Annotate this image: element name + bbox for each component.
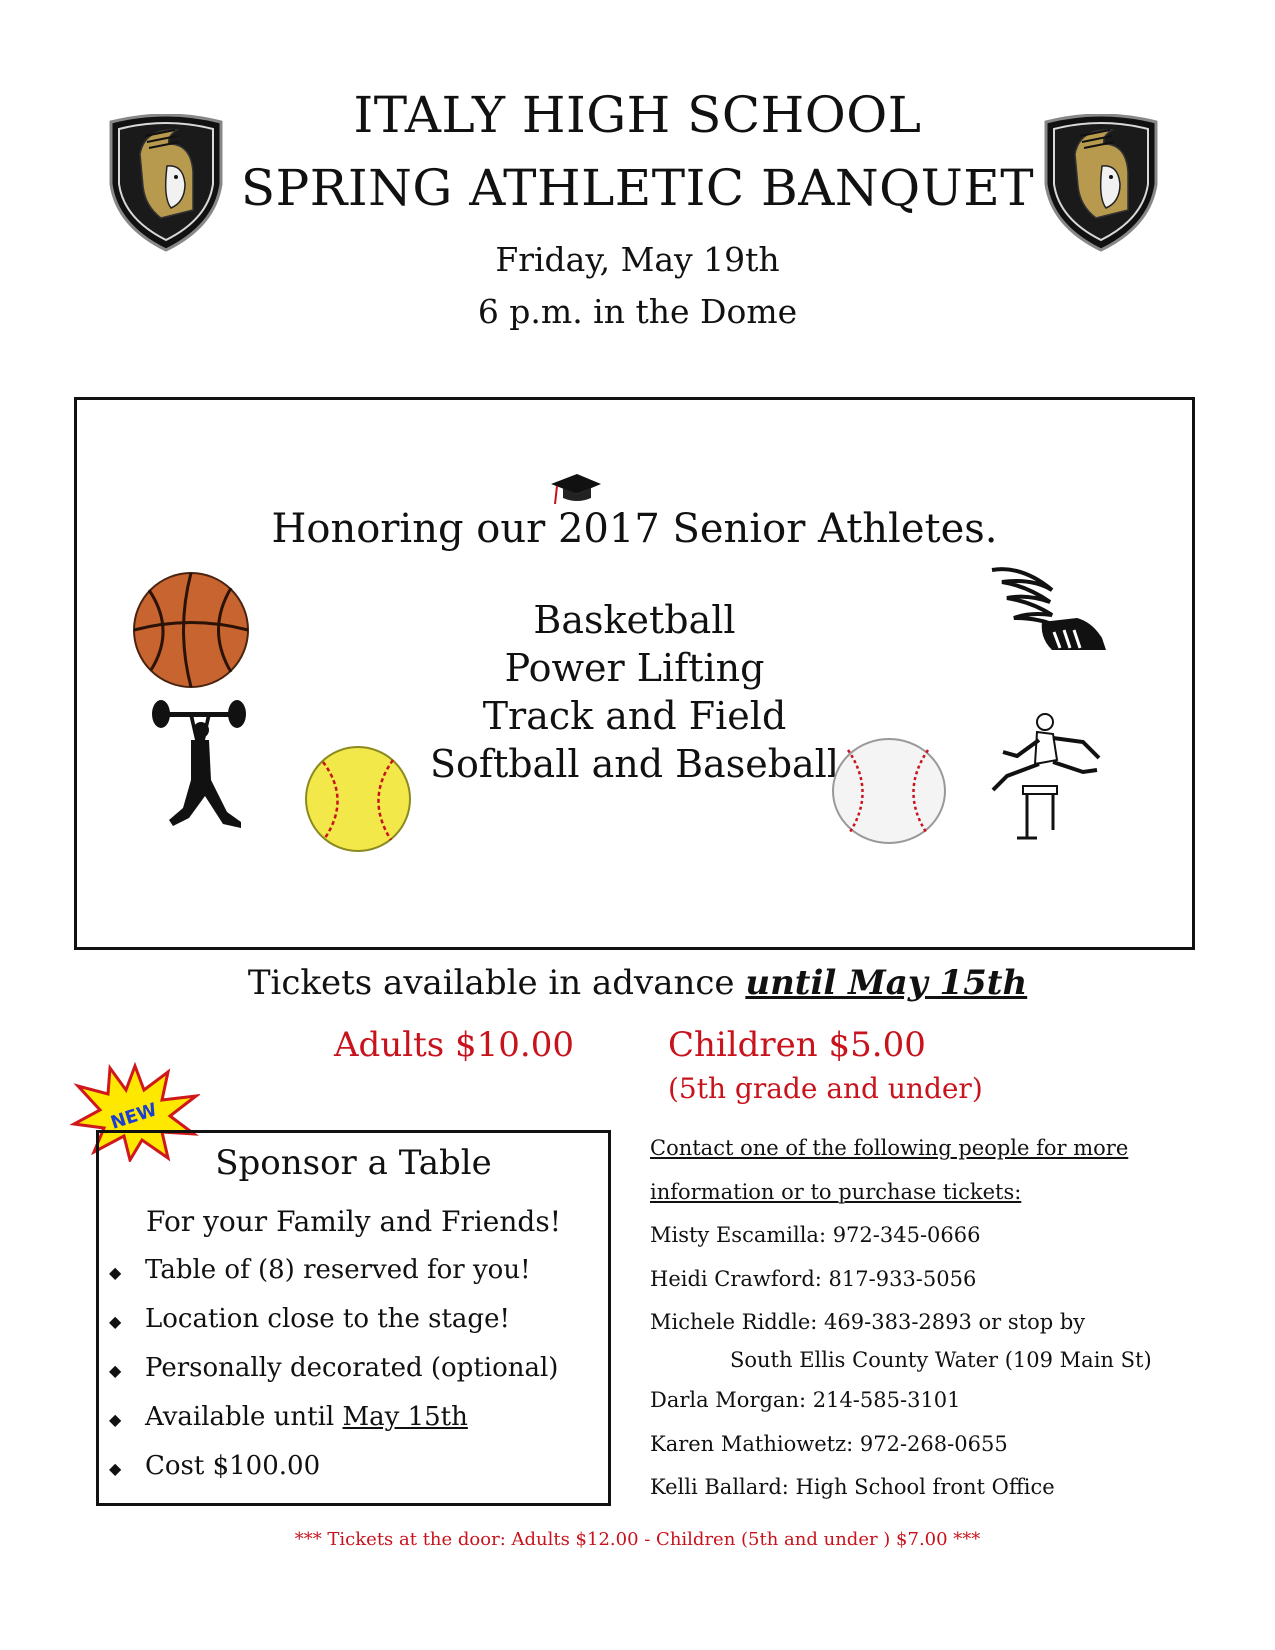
- sport-item: Softball and Baseball: [429, 742, 839, 786]
- title-line-1: ITALY HIGH SCHOOL: [353, 86, 922, 144]
- contact-address: South Ellis County Water (109 Main St): [730, 1348, 1152, 1372]
- contact-person: Darla Morgan: 214-585-3101: [650, 1388, 961, 1412]
- sport-item: Track and Field: [482, 694, 787, 738]
- title-line-2: SPRING ATHLETIC BANQUET: [240, 159, 1035, 217]
- weightlifter-icon: [149, 700, 249, 840]
- diamond-bullet-icon: ◆: [109, 1361, 122, 1380]
- diamond-bullet-icon: ◆: [109, 1410, 122, 1429]
- sport-item: Power Lifting: [504, 646, 765, 690]
- adult-price: Adults $10.00: [334, 1025, 574, 1065]
- contact-list: [650, 1136, 1210, 1519]
- diamond-bullet-icon: ◆: [109, 1312, 122, 1331]
- honoring-text: Honoring our 2017 Senior Athletes.: [271, 506, 998, 552]
- hurdler-icon: [987, 712, 1107, 842]
- list-item: ◆ Table of (8) reserved for you!: [109, 1255, 531, 1285]
- baseball-icon: [830, 736, 948, 846]
- sponsor-subtitle: For your Family and Friends!: [146, 1205, 561, 1238]
- contact-person: Misty Escamilla: 972-345-0666: [650, 1223, 981, 1247]
- winged-shoe-icon: [982, 560, 1112, 660]
- event-time-place: 6 p.m. in the Dome: [477, 292, 798, 331]
- sponsor-table-box: [96, 1130, 611, 1506]
- contact-header-1: Contact one of the following people for more: [650, 1136, 1129, 1160]
- basketball-icon: [131, 570, 251, 690]
- spartan-shield-logo-right: [1040, 114, 1162, 254]
- tickets-intro: Tickets available in advance: [247, 963, 746, 1003]
- contact-person: Kelli Ballard: High School front Office: [650, 1475, 1055, 1499]
- child-price: Children $5.00: [668, 1025, 926, 1065]
- child-price-note: (5th grade and under): [668, 1072, 983, 1105]
- sport-item: Basketball: [533, 598, 736, 642]
- event-details-box: [74, 397, 1195, 950]
- sponsor-title: Sponsor a Table: [215, 1143, 492, 1183]
- contact-header-2: information or to purchase tickets:: [650, 1179, 1022, 1204]
- list-item: ◆ Cost $100.00: [109, 1451, 321, 1481]
- diamond-bullet-icon: ◆: [109, 1263, 122, 1282]
- contact-person: Michele Riddle: 469-383-2893 or stop by: [650, 1310, 1086, 1334]
- tickets-deadline: until May 15th: [745, 963, 1028, 1003]
- new-badge-text: NEW: [108, 1099, 160, 1134]
- tickets-availability: [0, 963, 1275, 1003]
- list-item: ◆ Personally decorated (optional): [109, 1353, 559, 1383]
- sponsor-benefits-list: [109, 1255, 558, 1500]
- diamond-bullet-icon: ◆: [109, 1459, 122, 1478]
- list-item: ◆ Location close to the stage!: [109, 1304, 510, 1334]
- sponsor-deadline: May 15th: [342, 1402, 468, 1432]
- door-price-note: *** Tickets at the door: Adults $12.00 - Children (5th and under ) $7.00 ***: [294, 1529, 981, 1550]
- list-item: ◆ Available until May 15th: [109, 1402, 468, 1432]
- softball-icon: [303, 744, 413, 854]
- contact-person: Heidi Crawford: 817-933-5056: [650, 1266, 977, 1291]
- graduation-cap-icon: [547, 472, 603, 508]
- event-date: Friday, May 19th: [495, 240, 780, 279]
- contact-person: Karen Mathiowetz: 972-268-0655: [650, 1431, 1008, 1456]
- spartan-shield-logo-left: [105, 114, 227, 254]
